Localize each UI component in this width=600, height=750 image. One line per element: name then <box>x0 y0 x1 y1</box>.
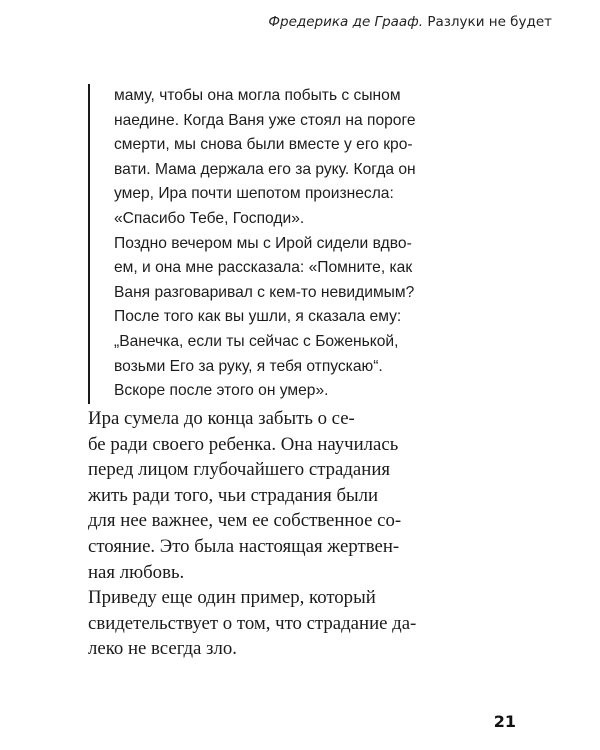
paragraph-line: леко не всегда зло. <box>88 638 237 660</box>
quote-block <box>88 84 474 404</box>
paragraph-2 <box>88 585 512 662</box>
quote-line: возьми Его за руку, я тебя отпускаю“. <box>114 357 383 375</box>
quote-line: Вскоре после этого он умер». <box>114 382 329 400</box>
running-header <box>268 14 552 30</box>
quote-line: ем, и она мне рассказала: «Помните, как <box>114 259 413 277</box>
quote-line: наедине. Когда Ваня уже стоял на пороге <box>114 111 416 129</box>
page-number: 21 <box>493 712 516 731</box>
paragraph-line: Приведу еще один пример, который <box>88 587 376 609</box>
quote-line: Ваня разговаривал с кем-то невидимым? <box>114 283 415 301</box>
quote-line: смерти, мы снова были вместе у его кро- <box>114 136 413 154</box>
paragraph-line: свидетельствует о том, что страдание да- <box>88 612 417 634</box>
paragraph-line: стояние. Это была настоящая жертвен- <box>88 535 400 557</box>
paragraph-line: бе ради своего ребенка. Она научилась <box>88 433 399 455</box>
quote-line: вати. Мама держала его за руку. Когда он <box>114 160 416 178</box>
quote-line: „Ванечка, если ты сейчас с Боженькой, <box>114 332 399 350</box>
body-text <box>88 406 512 662</box>
header-author: Фредерика де Грааф. <box>268 14 424 30</box>
quote-line: умер, Ира почти шепотом произнесла: <box>114 185 394 203</box>
quote-line: Поздно вечером мы с Ирой сидели вдво- <box>114 234 412 252</box>
paragraph-1 <box>88 406 512 585</box>
quote-line: маму, чтобы она могла побыть с сыном <box>114 87 401 104</box>
paragraph-line: жить ради того, чьи страдания были <box>88 484 379 506</box>
paragraph-line: для нее важнее, чем ее собственное со- <box>88 510 402 532</box>
header-book-title: Разлуки не будет <box>427 14 552 30</box>
quote-line: После того как вы ушли, я сказала ему: <box>114 308 402 326</box>
paragraph-line: Ира сумела до конца забыть о се- <box>88 408 355 429</box>
quote-line: «Спасибо Тебе, Господи». <box>114 209 305 227</box>
paragraph-line: перед лицом глубочайшего страдания <box>88 459 391 481</box>
paragraph-line: ная любовь. <box>88 561 185 583</box>
